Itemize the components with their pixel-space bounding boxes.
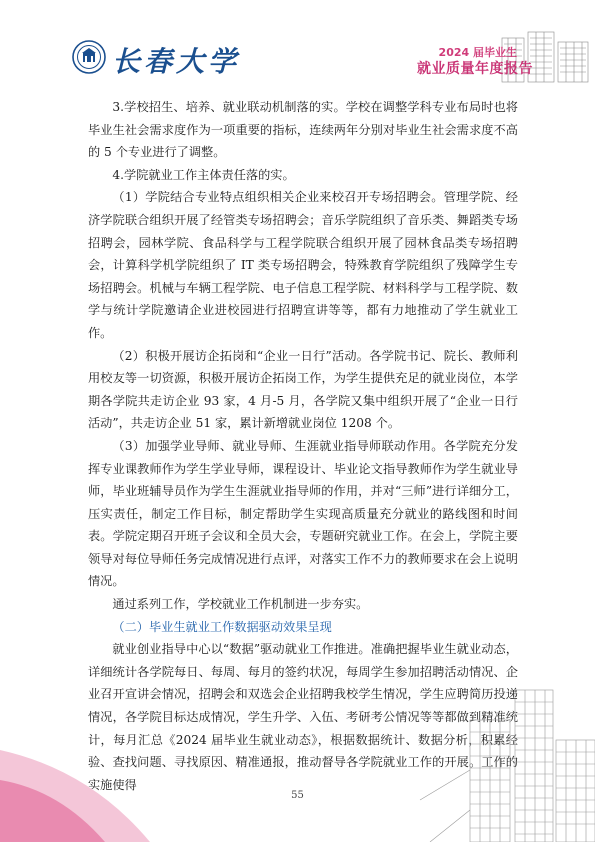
- university-emblem-icon: [72, 40, 106, 74]
- paragraph-college-responsibility: 4.学院就业工作主体责任落的实。: [112, 167, 295, 182]
- page-number: 55: [291, 790, 304, 801]
- footer-decoration: [0, 650, 595, 842]
- report-year-label: 2024 届毕业生: [438, 46, 517, 59]
- paragraph-job-fairs: （1）学院结合专业特点组织相关企业来校召开专场招聘会。管理学院、经济学院联合组织开展了经管类专场招聘会；音乐学院组织了音乐类、舞蹈类专场招聘会，园林学院、食品科学与工程学院联合组织开展了园林食品类专场招聘会，计算科学机学院组织了 IT 类专场招聘会，特殊教育学院组织了残障学生专场招聘会。机械与车辆工程学院、电子信息工程学院、材料科学与工程学院、数学与统计学院邀请企业进校园进行招聘宣讲等等，都有力地推动了学生就业工作。: [88, 190, 518, 340]
- paragraph-data-driven: 就业创业指导中心以“数据”驱动就业工作推进。准确把握毕业生就业动态，详细统计各学院每日、每周、每月的签约状况，每周学生参加招聘活动情况、企业召开宣讲会情况，招聘会和双选会企业招聘我校学生情况，学生应聘简历投递情况，各学院目标达成情况，学生升学、入伍、考研考公情况等等都做到精准统计，每月汇总《2024 届毕业生就业动态》，根据数据统计、数据分析，积累经验、查找问题、寻找原因、精准通报，推动督导各学院就业工作的开展。工作的实施使得: [88, 642, 518, 792]
- page-header: [0, 0, 595, 84]
- paragraph-recruitment-linkage: 3.学校招生、培养、就业联动机制落的实。学校在调整学科专业布局时也将毕业生社会需求度作为一项重要的指标，连续两年分别对毕业生社会需求度不高的 5 个专业进行了调整。: [88, 100, 518, 160]
- paragraph-mentor-linkage: （3）加强学业导师、就业导师、生涯就业指导师联动作用。各学院充分发挥专业课教师作为学生学业导师，课程设计、毕业论文指导教师作为学生就业导师，毕业班辅导员作为学生生涯就业指导师的作用，并对“三师”进行详细分工，压实责任，制定工作目标，制定帮助学生实现高质量充分就业的路线图和时间表。学院定期召开班子会议和全员大会，专题研究就业工作。在会上，学院主要领导对每位导师任务完成情况进行点评，对落实工作不力的教师要求在会上说明情况。: [88, 438, 518, 589]
- section-heading-data-driven: （二）毕业生就业工作数据驱动效果呈现: [112, 619, 332, 634]
- report-title: 就业质量年度报告: [417, 61, 533, 77]
- university-name-logo: 长春大学: [112, 45, 241, 78]
- paragraph-enterprise-visits: （2）积极开展访企拓岗和“企业一日行”活动。各学院书记、院长、教师利用校友等一切资源，积极开展访企拓岗工作，为学生提供充足的就业岗位，本学期各学院共走访企业 93 家，4 月-5 月，各学院又集中组织开展了“企业一日行活动”，共走访企业 51 家，累计新增就业岗位 1208 个。: [88, 348, 518, 431]
- paragraph-mechanism-summary: 通过系列工作，学校就业工作机制进一步夯实。: [112, 597, 369, 612]
